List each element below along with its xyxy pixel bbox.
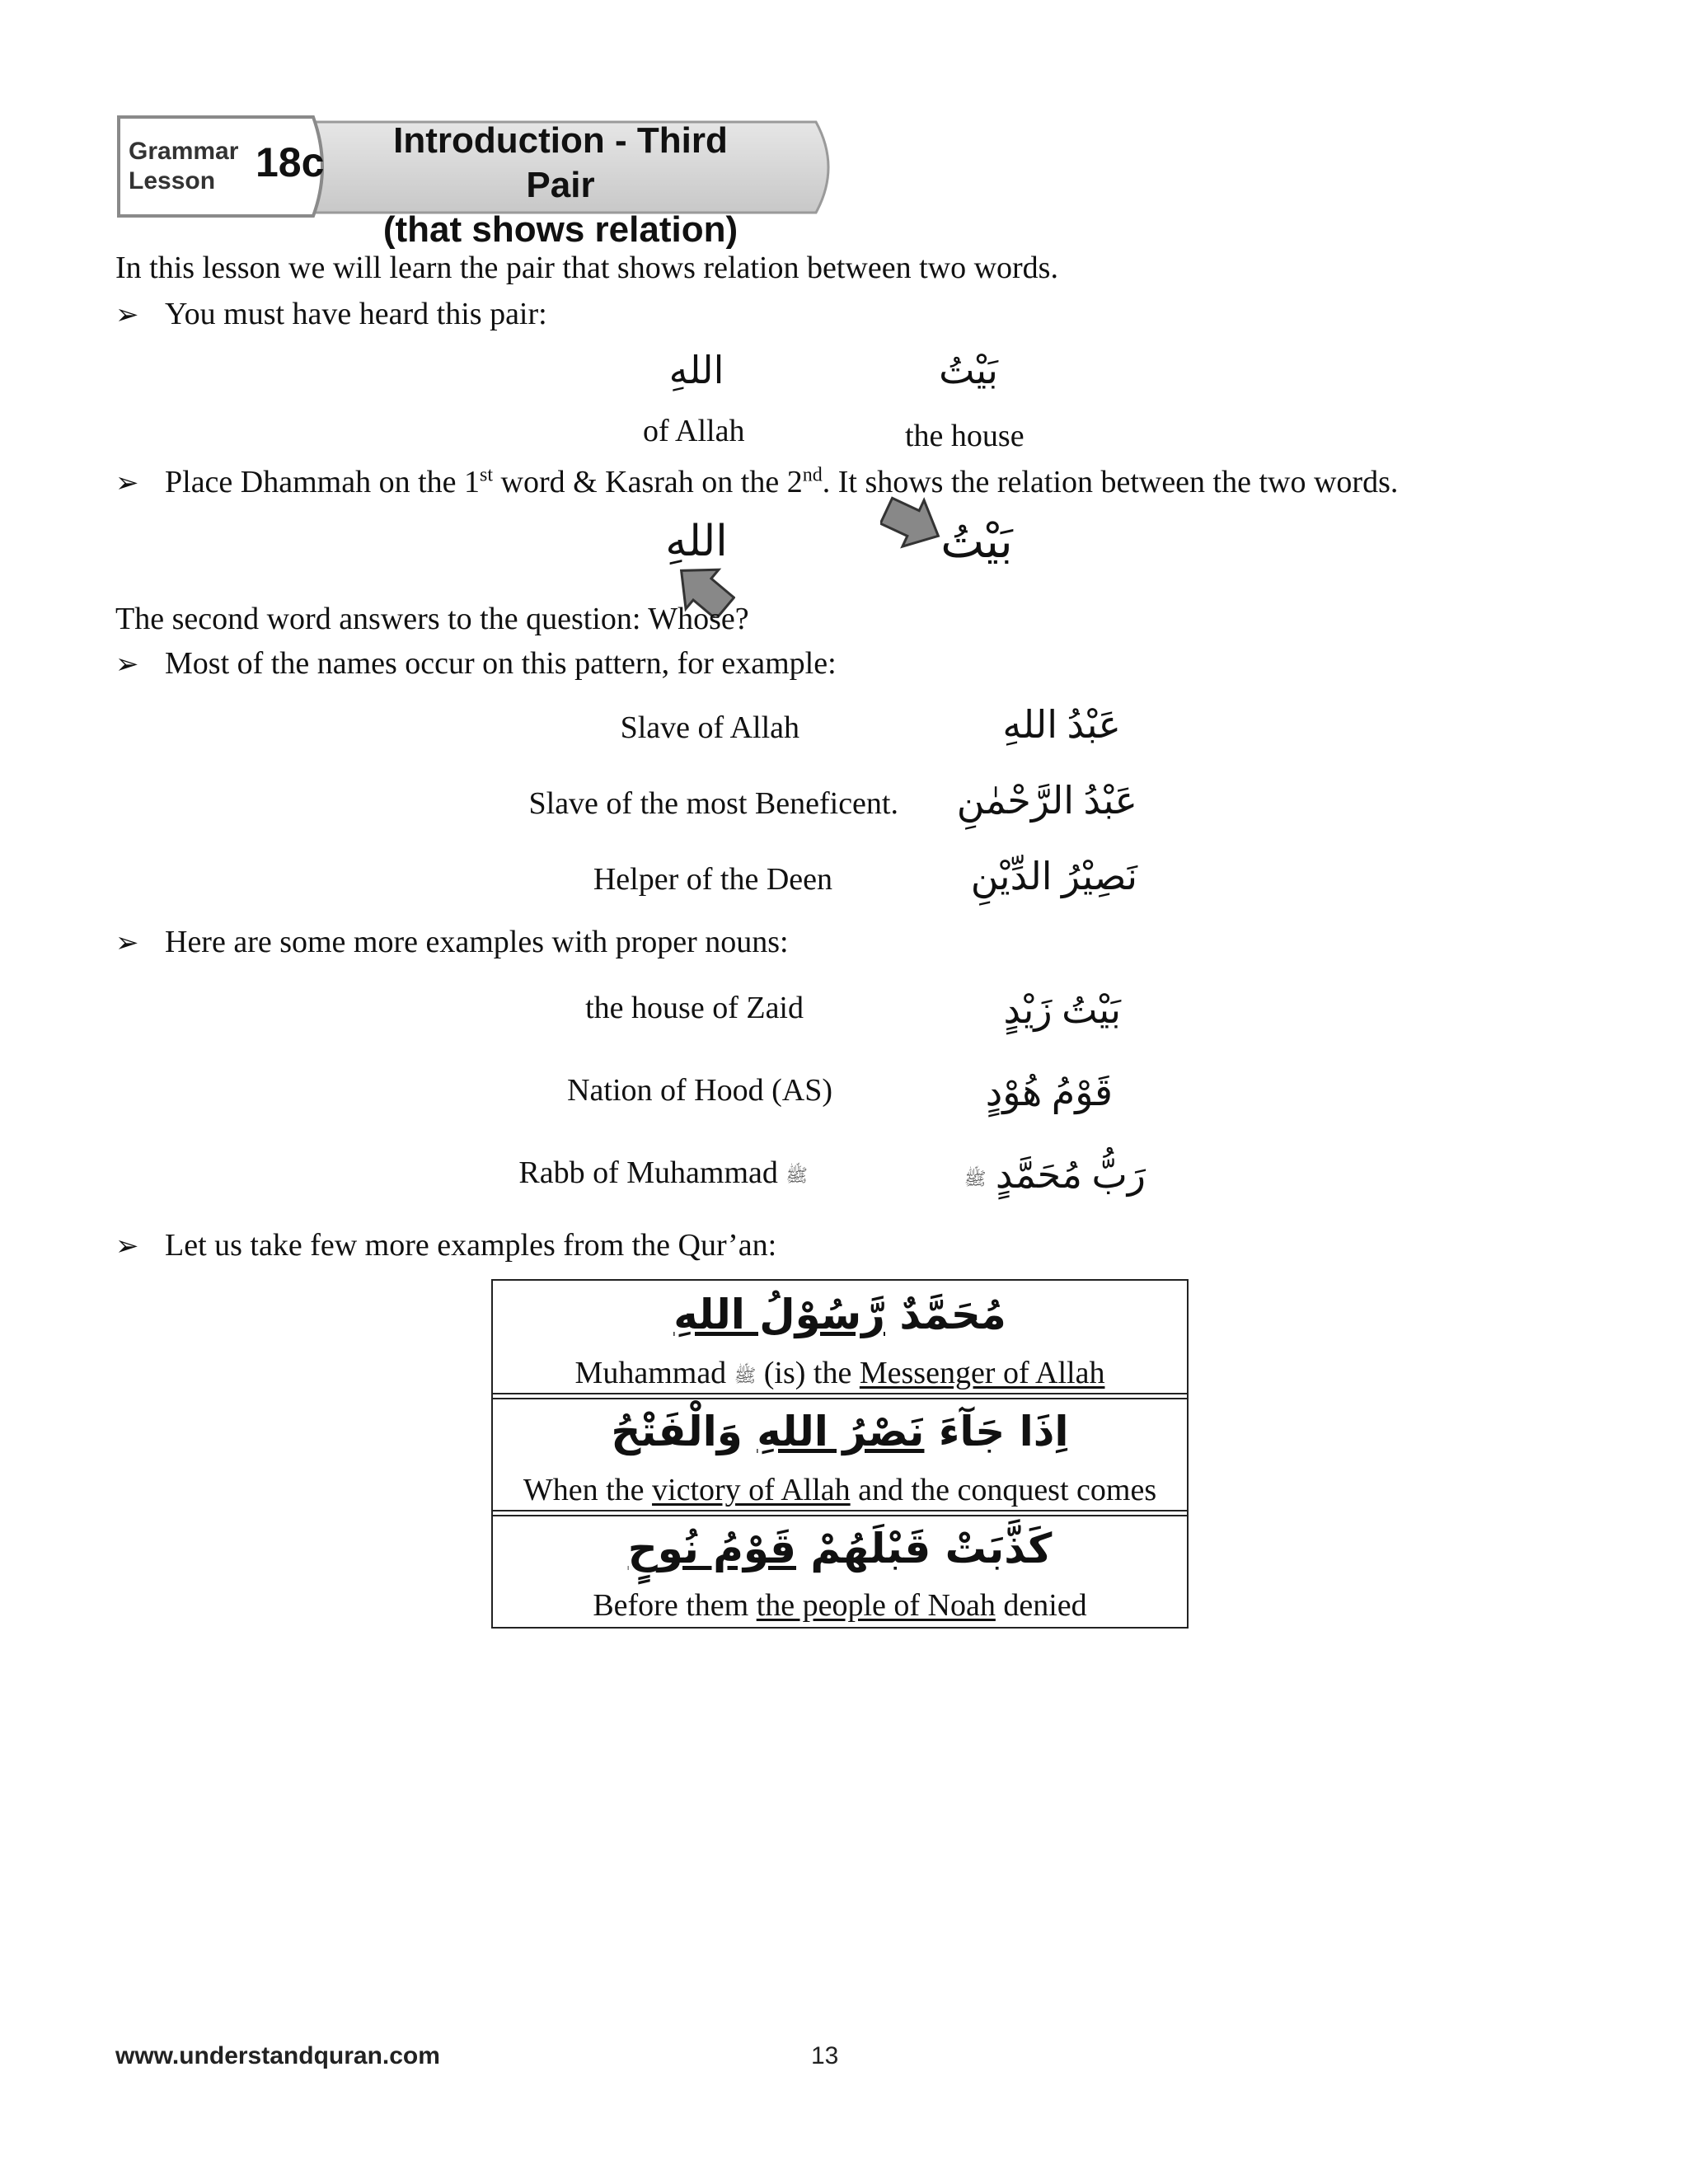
pointer-arrow-icon (880, 494, 946, 552)
table-divider (493, 1393, 1187, 1394)
bullet-arrow-icon: ➢ (115, 300, 139, 330)
bullet-arrow-icon: ➢ (115, 468, 139, 499)
pair-word1-en: the house (905, 419, 1025, 453)
pair-word2-ar: اللهِ (668, 349, 724, 391)
name-example-ar: عَبْدُ الرَّحْمٰنِ (956, 780, 1137, 822)
quran-example-ar: كَذَّبَتْ قَبْلَهُمْ قَوْمُ نُوحٍ (627, 1525, 1053, 1572)
proper-noun-example-en: Nation of Hood (AS) (567, 1073, 832, 1108)
name-example-en: Slave of the most Beneficent. (528, 786, 898, 821)
lesson-banner (115, 114, 841, 250)
intro-text: In this lesson we will learn the pair that shows relation between two words. (115, 251, 1058, 285)
quran-example-en: When the victory of Allah and the conquest comes (523, 1473, 1157, 1507)
bullet-item-2 (115, 463, 1398, 503)
badge-label (129, 137, 238, 196)
proper-noun-example-en: the house of Zaid (585, 991, 804, 1025)
name-example-ar: عَبْدُ اللهِ (1002, 704, 1121, 746)
proper-noun-example-ar: بَيْتُ زَيْدٍ (1003, 989, 1121, 1031)
table-divider (493, 1398, 1187, 1399)
bullet-text-1: You must have heard this pair: (165, 297, 547, 331)
lesson-title (363, 119, 758, 252)
proper-noun-example-en: Rabb of Muhammad ﷺ (518, 1155, 808, 1190)
table-divider (493, 1515, 1187, 1516)
pair-word2-en: of Allah (643, 414, 745, 448)
name-example-en: Helper of the Deen (593, 862, 832, 897)
name-example-ar: نَصِيْرُ الدِّيْنِ (970, 855, 1137, 898)
salla-icon: ﷺ (734, 1365, 757, 1386)
bullet-arrow-icon: ➢ (115, 928, 139, 958)
badge-label-line2: Lesson (129, 167, 216, 194)
quran-example-ar: مُحَمَّدٌ رَّسُوْلُ اللهِ (673, 1291, 1006, 1338)
bullet-item-4 (115, 923, 789, 963)
lesson-number: 18c (256, 139, 325, 185)
bullet-item-5 (115, 1226, 776, 1266)
bullet-text-5: Let us take few more examples from the Qur’an: (165, 1228, 777, 1263)
bullet-text-2: Place Dhammah on the 1st word & Kasrah on the 2nd. It shows the relation between the two words. (165, 464, 1399, 499)
bullet-text-4: Here are some more examples with proper nouns: (165, 925, 789, 959)
badge-label-line1: Grammar (129, 138, 239, 165)
whose-question-text: The second word answers to the question: Whose? (115, 602, 749, 636)
bullet-arrow-icon: ➢ (115, 1231, 139, 1262)
bullet-item-1 (115, 295, 547, 335)
quran-example-ar: اِذَا جَآءَ نَصْرُ اللهِ وَالْفَتْحُ (611, 1408, 1069, 1455)
quran-examples-table (491, 1279, 1189, 1629)
lesson-title-line1: Introduction - Third Pair (393, 120, 728, 205)
page-number: 13 (811, 2042, 839, 2069)
proper-noun-example-ar: رَبُّ مُحَمَّدٍ ﷺ (964, 1154, 1146, 1196)
lesson-title-line2: (that shows relation) (382, 209, 738, 250)
bullet-arrow-icon: ➢ (115, 649, 139, 680)
table-divider (493, 1510, 1187, 1511)
name-example-en: Slave of Allah (620, 710, 799, 745)
pair-word1-ar-large: بَيْتُ (940, 517, 1013, 568)
bullet-item-3 (115, 644, 837, 684)
pair-word2-ar-large: اللهِ (665, 518, 728, 565)
footer-url[interactable]: www.understandquran.com (115, 2042, 440, 2069)
salla-icon: ﷺ (785, 1165, 808, 1186)
proper-noun-example-ar: قَوْمُ هُوْدٍ (985, 1071, 1113, 1113)
salla-icon: ﷺ (964, 1168, 987, 1189)
quran-example-en: Muhammad ﷺ (is) the Messenger of Allah (574, 1356, 1105, 1390)
quran-example-en: Before them the people of Noah denied (593, 1588, 1087, 1623)
bullet-text-3: Most of the names occur on this pattern, for example: (165, 646, 837, 681)
pair-word1-ar: بَيْتُ (939, 349, 998, 391)
